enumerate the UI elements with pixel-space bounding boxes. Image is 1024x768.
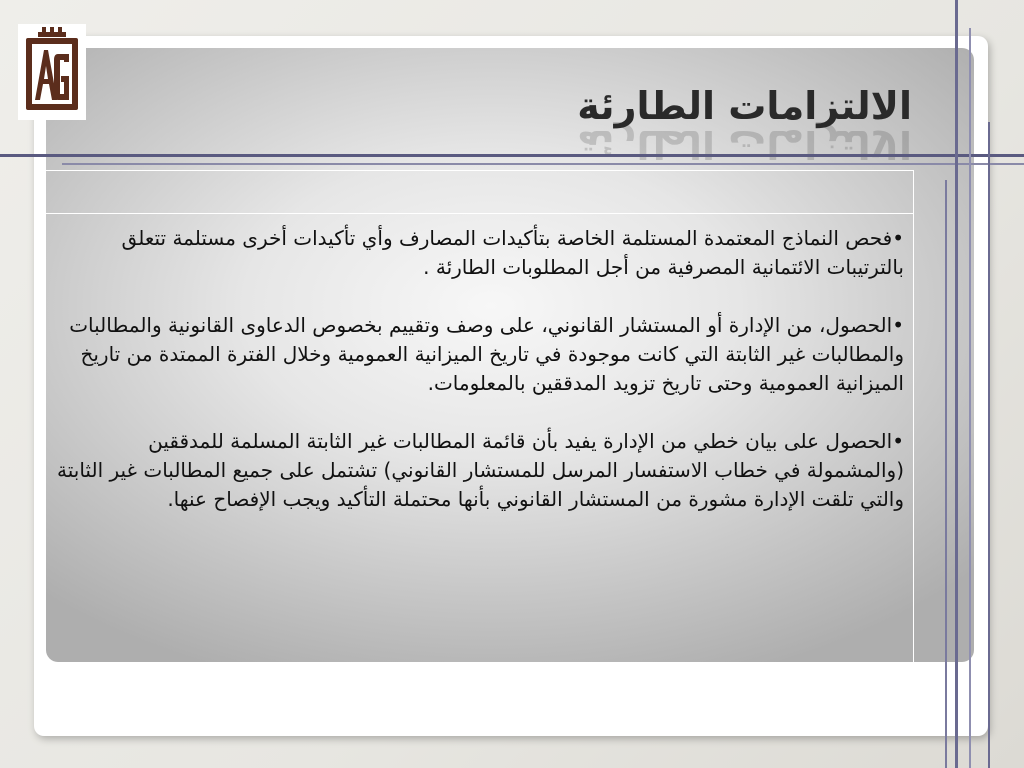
bullet-item: •الحصول على بيان خطي من الإدارة يفيد بأن قائمة المطالبات غير الثابتة المسلمة للمدققين (والمشمولة في خطاب الاستفسار المرسل للمستشار القانوني) تشتمل على جميع المطالبات غير الثابتة والتي تلقت الإدارة مشورة من المستشار القانوني بأنها محتملة التأكيد ويجب الإفصاح عنها. — [57, 429, 904, 511]
bullet-item: •فحص النماذج المعتمدة المستلمة الخاصة بتأكيدات المصارف وأي تأكيدات أخرى مستلمة تتعلق بالترتيبات الائتمانية المصرفية من أجل المطلوبات الطارئة . — [121, 226, 904, 279]
logo-icon — [18, 24, 86, 120]
deco-vline-4 — [988, 122, 990, 768]
company-logo — [18, 24, 86, 120]
bullet-item: •الحصول، من الإدارة أو المستشار القانوني، على وصف وتقييم بخصوص الدعاوى القانونية والمطالبات والمطالبات غير الثابتة التي كانت موجودة في تاريخ الميزانية العمومية وخلال الفترة الممتدة من تاريخ الميزانية العمومية وحتى تاريخ تزويد المدققين بالمعلومات. — [69, 313, 904, 395]
deco-vline-1 — [955, 0, 958, 768]
deco-vline-2 — [969, 28, 971, 768]
title-underline-light — [62, 163, 1024, 165]
bullet-list — [52, 224, 904, 543]
deco-vline-3 — [945, 180, 947, 768]
table-header-row — [46, 170, 914, 214]
title-underline-dark — [0, 154, 1024, 157]
slide-title: الالتزامات الطارئة — [577, 84, 912, 128]
